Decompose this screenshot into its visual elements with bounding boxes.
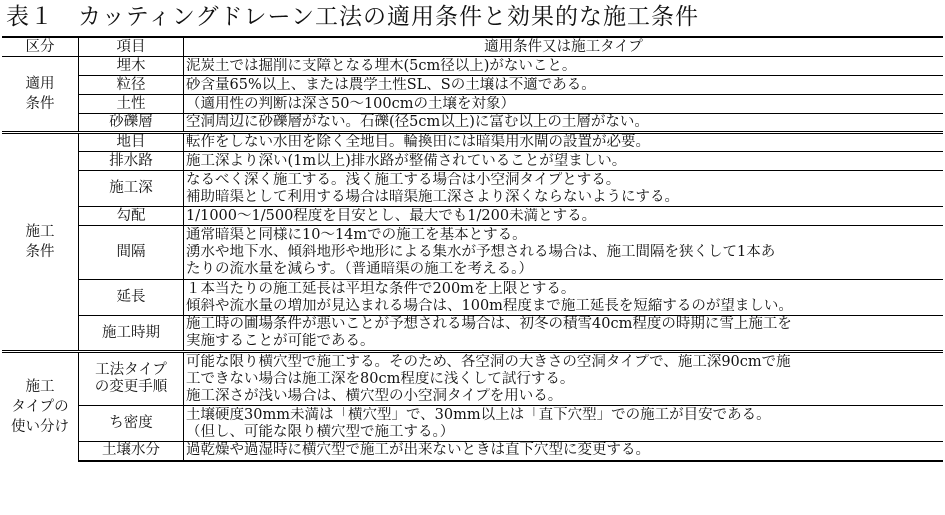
conditions-table <box>2 36 943 462</box>
item-label: 施工時期 <box>102 324 160 341</box>
item-label: の変更手順 <box>94 379 168 395</box>
item-label: ち密度 <box>109 415 153 431</box>
item-cell <box>79 114 184 133</box>
table-row <box>2 316 943 352</box>
condition-cell <box>184 152 944 171</box>
condition-cell <box>184 406 944 442</box>
condition-cell <box>184 95 944 114</box>
item-cell <box>79 226 184 280</box>
item-cell <box>79 152 184 171</box>
category-label: 使い分け <box>11 418 69 435</box>
item-label: 勾配 <box>116 207 146 224</box>
item-label: 埋木 <box>116 57 146 74</box>
condition-line: なるべく深く施工する。浅く施工する場合は小空洞タイプとする。 <box>186 171 621 188</box>
condition-line: 空洞周辺に砂礫層がない。石礫(径5cm以上)に富む以上の土層がない。 <box>186 114 649 130</box>
condition-cell <box>184 207 944 226</box>
header-condition: 適用条件又は施工タイプ <box>484 38 643 55</box>
condition-line: 通常暗渠と同様に10～14mでの施工を基本とする。 <box>186 227 527 243</box>
category-cell <box>2 133 79 352</box>
condition-line: 土壌硬度30mm未満は「横穴型」で、30mm以上は「直下穴型」での施工が目安である。 <box>186 406 771 423</box>
condition-line: 施工深より深い(1m以上)排水路が整備されていることが望ましい。 <box>186 152 627 169</box>
table-header-row <box>2 37 943 57</box>
item-cell <box>79 171 184 207</box>
category-label: 条件 <box>25 96 55 112</box>
condition-line: 傾斜や流水量の増加が見込まれる場合は、100m程度まで施工延長を短縮するのが望ましい。 <box>186 297 793 314</box>
condition-line: 工できない場合は施工深を80cm程度に浅くして試行する。 <box>186 370 575 387</box>
item-label: 土性 <box>116 95 146 112</box>
item-label: 延長 <box>116 289 146 305</box>
table-row <box>2 226 943 280</box>
item-cell <box>79 207 184 226</box>
condition-line: 転作をしない水田を除く全地目。輪換田には暗渠用水閘の設置が必要。 <box>186 134 650 150</box>
condition-line: （適用性の判断は深さ50～100cmの土壌を対象） <box>186 95 515 112</box>
condition-line: 実施することが可能である。 <box>186 333 375 349</box>
condition-cell <box>184 226 944 280</box>
condition-line: 補助暗渠として利用する場合は暗渠施工深さより深くならないようにする。 <box>186 188 679 205</box>
condition-cell <box>184 57 944 76</box>
category-label: 施工 <box>25 378 55 395</box>
condition-line: （但し、可能な限り横穴型で施工する。） <box>186 423 455 440</box>
table-row <box>2 57 943 76</box>
category-label: 施工 <box>25 224 55 240</box>
table-body <box>2 57 943 461</box>
item-cell <box>79 133 184 152</box>
item-label: 土壌水分 <box>102 442 160 459</box>
item-cell <box>79 316 184 352</box>
table-row <box>2 171 943 207</box>
item-cell <box>79 442 184 461</box>
table-title: 表１ カッティングドレーン工法の適用条件と効果的な施工条件 <box>6 4 700 30</box>
condition-cell <box>184 280 944 316</box>
condition-cell <box>184 442 944 461</box>
item-cell <box>79 352 184 406</box>
table-row <box>2 207 943 226</box>
condition-line: １本当たりの施工延長は平坦な条件で200mを上限とする。 <box>186 280 576 297</box>
table-row <box>2 442 943 461</box>
table-row <box>2 352 943 406</box>
header-item: 項目 <box>79 37 184 57</box>
header-category: 区分 <box>25 38 55 55</box>
condition-line: 施工深さが浅い場合は、横穴型の小空洞タイプを用いる。 <box>186 387 563 404</box>
condition-line: 湧水や地下水、傾斜地形や地形による集水が予想される場合は、施工間隔を狭くして1本あ <box>186 244 776 260</box>
item-cell <box>79 57 184 76</box>
item-cell <box>79 280 184 316</box>
table-row <box>2 95 943 114</box>
condition-line: たりの流水量を減らす。（普通暗渠の施工を考える。） <box>186 261 533 277</box>
item-label: 粒径 <box>116 76 146 93</box>
table-row <box>2 114 943 133</box>
item-label: 地目 <box>116 134 146 150</box>
category-label: 適用 <box>25 76 55 92</box>
condition-cell <box>184 171 944 207</box>
condition-cell <box>184 316 944 352</box>
category-label: タイプの <box>11 398 69 415</box>
item-label: 砂礫層 <box>109 114 153 130</box>
condition-cell <box>184 352 944 406</box>
category-cell <box>2 352 79 461</box>
table-row <box>2 152 943 171</box>
item-label: 工法タイプ <box>95 362 167 378</box>
condition-line: 過乾燥や過湿時に横穴型で施工が出来ないときは直下穴型に変更する。 <box>186 442 650 459</box>
condition-line: 泥炭土では掘削に支障となる埋木(5cm径以上)がないこと。 <box>186 57 577 74</box>
table-row <box>2 406 943 442</box>
table-row <box>2 280 943 316</box>
item-cell <box>79 95 184 114</box>
condition-line: 可能な限り横穴型で施工する。そのため、各空洞の大きさの空洞タイプで、施工深90cmで施 <box>186 353 791 370</box>
table-row <box>2 76 943 95</box>
item-label: 施工深 <box>109 180 153 196</box>
condition-cell <box>184 133 944 152</box>
table-row <box>2 133 943 152</box>
condition-line: 砂含量65%以上、または農学土性SL、Sの土壌は不適である。 <box>186 76 596 93</box>
category-cell <box>2 57 79 133</box>
item-cell <box>79 406 184 442</box>
item-cell <box>79 76 184 95</box>
condition-line: 1/1000～1/500程度を目安とし、最大でも1/200未満とする。 <box>186 207 597 224</box>
item-label: 排水路 <box>109 152 153 169</box>
condition-line: 施工時の圃場条件が悪いことが予想される場合は、初冬の積雪40cm程度の時期に雪上施工を <box>186 316 792 332</box>
condition-cell <box>184 76 944 95</box>
condition-cell <box>184 114 944 133</box>
item-label: 間隔 <box>116 244 146 260</box>
category-label: 条件 <box>25 244 55 260</box>
